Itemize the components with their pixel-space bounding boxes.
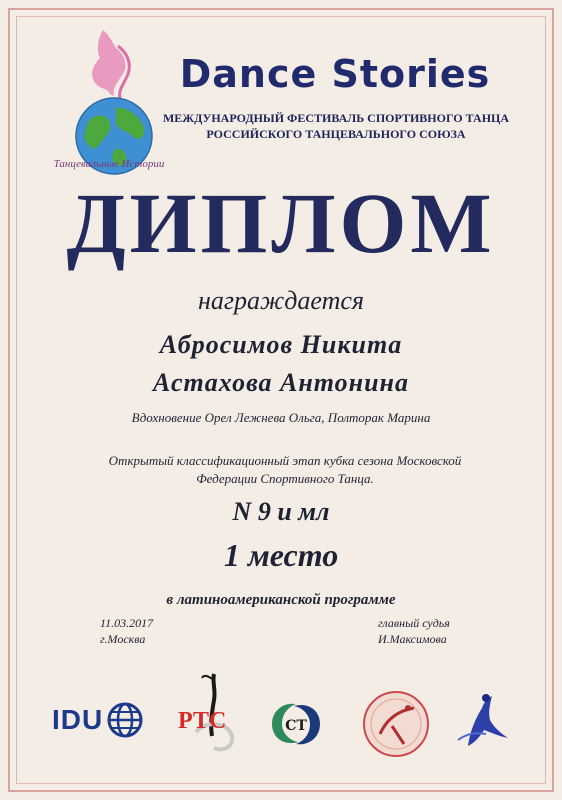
event-description [80, 452, 490, 488]
subtitle-line-2: РОССИЙСКОГО ТАНЦЕВАЛЬНОГО СОЮЗА [206, 127, 466, 141]
event-line-2: Федерации Спортивного Танца. [196, 471, 374, 486]
dance-club-round-logo [358, 686, 434, 766]
program-name: в латиноамериканской программе [166, 592, 396, 608]
judge-name: И.Максимова [378, 632, 447, 646]
subtitle-line-1: МЕЖДУНАРОДНЫЙ ФЕСТИВАЛЬ СПОРТИВНОГО ТАНЦА [162, 111, 510, 125]
age-category: N 9 и мл [232, 497, 330, 526]
svg-text:СТ: СТ [285, 718, 307, 734]
event-city: г.Москва [100, 632, 146, 646]
dancing-couple-logo [452, 690, 512, 752]
rts-logo-text: РТС [178, 708, 227, 734]
place-awarded: 1 место [223, 537, 339, 573]
idu-logo-text: IDU [52, 704, 104, 735]
dance-stories-emblem [58, 28, 178, 178]
event-line-1: Открытый классификационный этап кубка сезона Московской [108, 453, 462, 468]
recipient-name-2: Астахова Антонина [153, 368, 409, 397]
idu-logo [52, 702, 143, 738]
event-date: 11.03.2017 [100, 616, 154, 630]
recipient-name-1: Абросимов Никита [159, 330, 403, 359]
festival-subtitle [150, 110, 522, 142]
idu-globe-icon [107, 702, 143, 738]
club-and-coaches: Вдохновение Орел Лежнева Ольга, Полторак Марина [131, 410, 431, 425]
diploma-title: ДИПЛОМ [66, 175, 496, 271]
rts-logo [176, 670, 246, 754]
federation-emblem-logo [264, 698, 328, 750]
emblem-caption: Танцевальные Истории [53, 158, 165, 170]
brand-title: Dance Stories [179, 52, 491, 96]
judge-label: главный судья [378, 616, 450, 630]
awarded-label: награждается [198, 286, 364, 315]
